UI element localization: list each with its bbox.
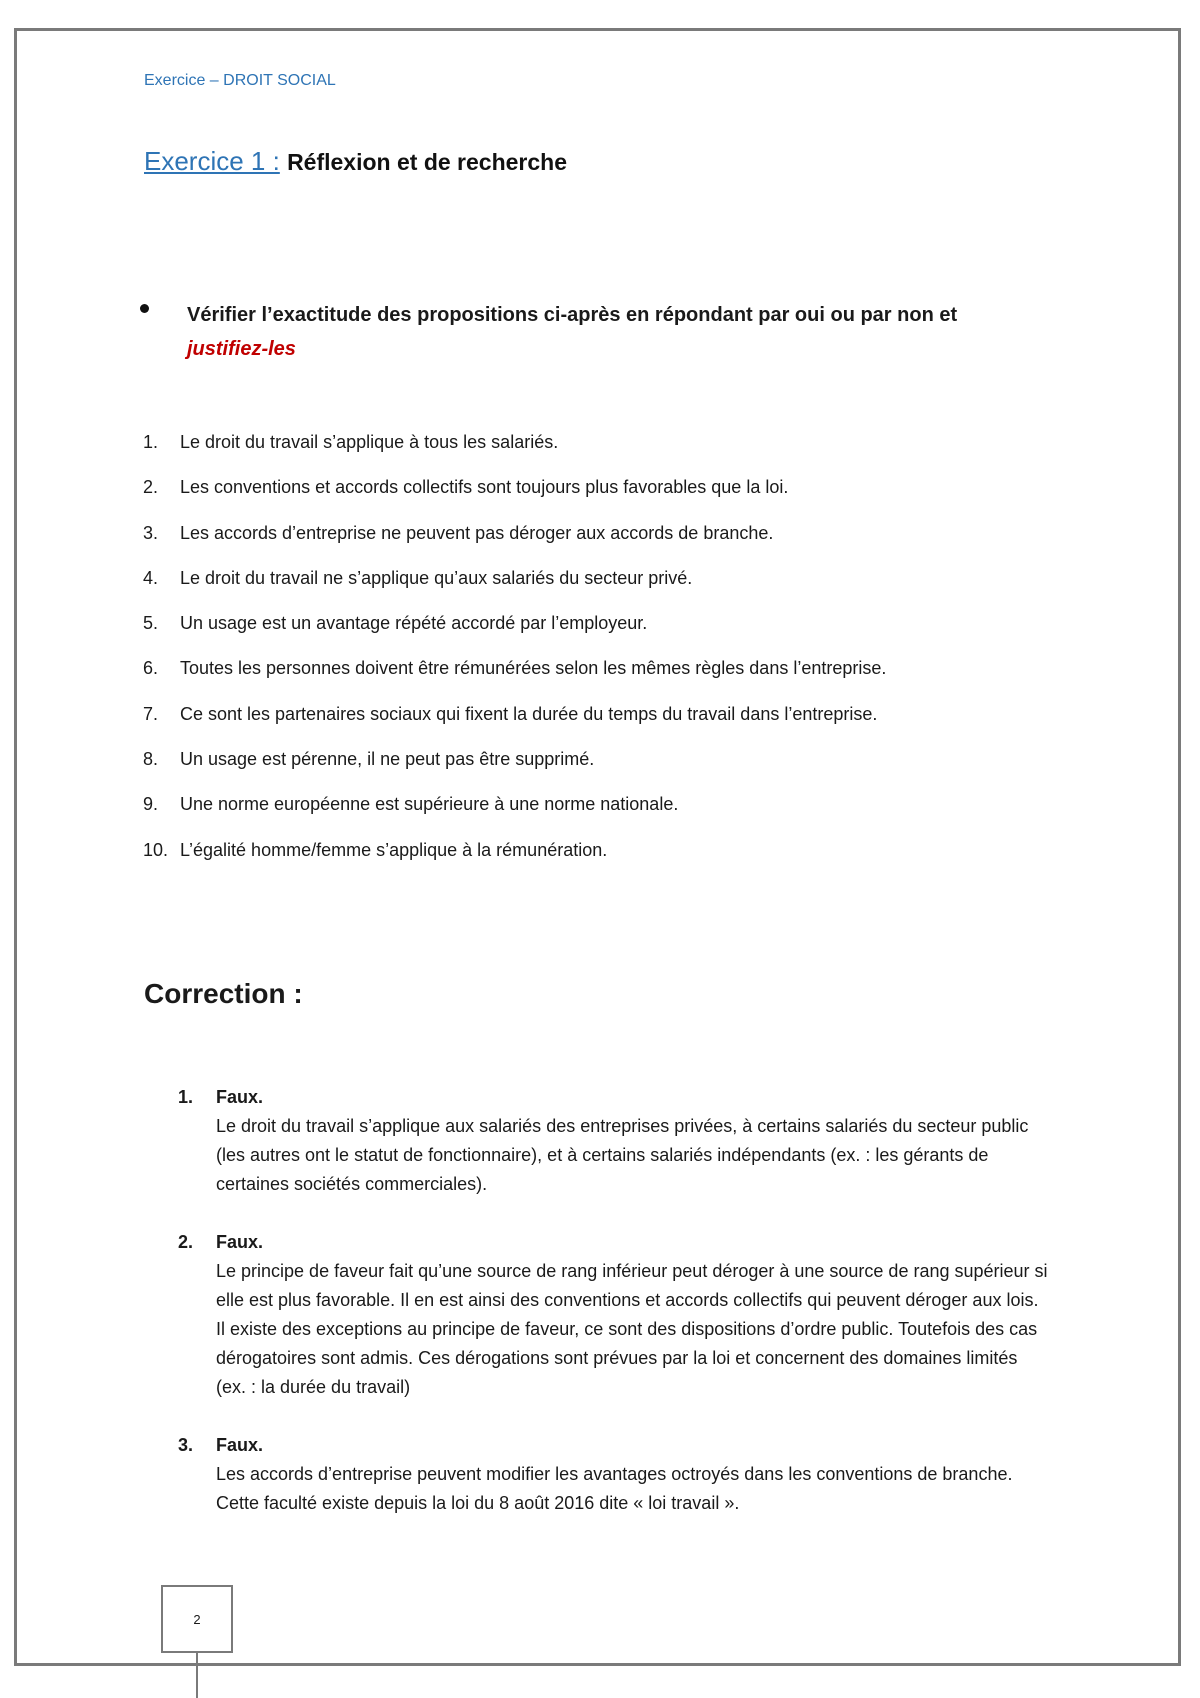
answer-item <box>170 1431 1050 1518</box>
question-number: 9. <box>143 794 159 815</box>
question-list <box>140 430 1080 883</box>
answer-body: Le principe de faveur fait qu’une source de rang inférieur peut déroger à une source de rang supérieur si elle est plus favorable. Il en est ainsi des conventions et accords collectifs qui peuvent déroger aux lois. Il existe des exceptions au principe de faveur, ce sont des dispositions d’ordre public. Toutefois des cas dérogatoires sont admis. Ces dérogations sont prévues par la loi et concernent des domaines limités (ex. : la durée du travail) <box>216 1261 1048 1397</box>
question-number: 3. <box>143 522 159 543</box>
answer-list <box>170 1083 1050 1547</box>
question-number: 2. <box>143 477 159 498</box>
question-number: 6. <box>143 658 159 679</box>
exercise-subtitle: Réflexion et de recherche <box>287 149 568 175</box>
answer-number: 3. <box>178 1435 194 1455</box>
correction-title: Correction : <box>144 978 303 1009</box>
answer-verdict: Faux. <box>216 1232 264 1252</box>
question-text: Le droit du travail ne s’applique qu’aux salariés du secteur privé. <box>180 567 693 588</box>
question-item <box>140 838 1080 883</box>
question-number: 8. <box>143 749 159 770</box>
question-text: Les accords d’entreprise ne peuvent pas déroger aux accords de branche. <box>180 522 774 543</box>
question-item <box>140 611 1080 656</box>
question-item <box>140 475 1080 520</box>
question-item <box>140 747 1080 792</box>
exercise-title <box>144 146 567 177</box>
bullet-dot-icon <box>140 304 149 313</box>
exercise-label: Exercice 1 : <box>144 146 280 176</box>
answer-body: Le droit du travail s’applique aux salariés des entreprises privées, à certains salariés du secteur public (les autres ont le statut de fonctionnaire), et à certains salariés indépendants (ex. : les gérants de certaines sociétés commerciales). <box>216 1116 1029 1194</box>
question-text: L’égalité homme/femme s’applique à la rémunération. <box>180 839 608 860</box>
question-item <box>140 521 1080 566</box>
question-text: Les conventions et accords collectifs sont toujours plus favorables que la loi. <box>180 477 789 498</box>
question-item <box>140 702 1080 747</box>
question-text: Une norme européenne est supérieure à une norme nationale. <box>180 794 679 815</box>
page-number-box <box>161 1585 233 1653</box>
question-item <box>140 566 1080 611</box>
answer-number: 2. <box>178 1232 194 1252</box>
question-text: Le droit du travail s’applique à tous les salariés. <box>180 432 559 452</box>
question-text: Un usage est un avantage répété accordé par l’employeur. <box>180 613 648 634</box>
question-item <box>140 656 1080 701</box>
question-number: 7. <box>143 703 159 724</box>
instruction-text-block <box>187 298 1060 366</box>
instruction-text: Vérifier l’exactitude des propositions ci-après en répondant par oui ou par non et <box>187 304 958 326</box>
page-number: 2 <box>193 1611 201 1627</box>
answer-verdict: Faux. <box>216 1087 264 1107</box>
question-number: 4. <box>143 567 159 588</box>
instruction-emphasis: justifiez-les <box>187 338 296 360</box>
answer-item <box>170 1083 1050 1199</box>
instruction-bullet <box>140 298 1060 366</box>
question-text: Toutes les personnes doivent être rémunérées selon les mêmes règles dans l’entreprise. <box>180 658 887 679</box>
page-number-connector <box>196 1653 198 1698</box>
answer-body: Les accords d’entreprise peuvent modifier les avantages octroyés dans les conventions de branche. Cette faculté existe depuis la loi du 8 août 2016 dite « loi travail ». <box>216 1464 1013 1513</box>
question-number: 5. <box>143 613 159 634</box>
question-number: 1. <box>143 432 159 452</box>
question-text: Un usage est pérenne, il ne peut pas être supprimé. <box>180 749 595 770</box>
answer-item <box>170 1228 1050 1402</box>
document-header: Exercice – DROIT SOCIAL <box>144 72 336 89</box>
question-text: Ce sont les partenaires sociaux qui fixent la durée du temps du travail dans l’entreprise. <box>180 703 878 724</box>
answer-number: 1. <box>178 1087 194 1107</box>
question-item <box>140 792 1080 837</box>
question-item <box>140 430 1080 475</box>
question-number: 10. <box>143 839 169 860</box>
answer-verdict: Faux. <box>216 1435 264 1455</box>
